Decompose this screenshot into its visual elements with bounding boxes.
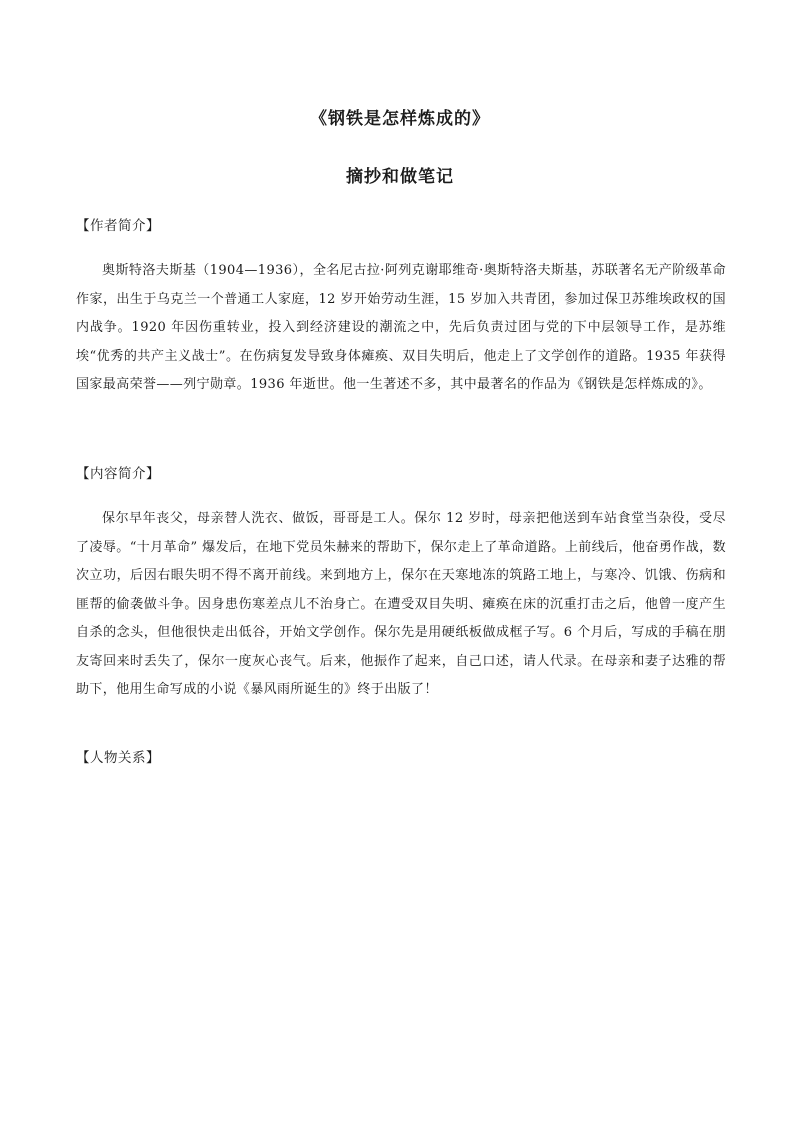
section-heading-characters: 【人物关系】 [76,750,160,766]
content-paragraph: 保尔早年丧父，母亲替人洗衣、做饭，哥哥是工人。保尔 12 岁时，母亲把他送到车站食堂当杂役，受尽了凌辱。“十月革命” 爆发后，在地下党员朱赫来的帮助下，保尔走上了革命道路。上前线后，他奋勇作战，数次立功，后因右眼失明不得不离开前线。来到地方上，保尔在天寒地冻的筑路工地上，与寒冷、饥饿、伤病和匪帮的偷袭做斗争。因身患伤寒差点儿不治身亡。在遭受双目失明、瘫痪在床的沉重打击之后，他曾一度产生自杀的念头，但他很快走出低谷，开始文学创作。保尔先是用硬纸板做成框子写。6 个月后，写成的手稿在朋友寄回来时丢失了，保尔一度灰心丧气。后来，他振作了起来，自己口述，请人代录。在母亲和妻子达雅的帮助下，他用生命写成的小说《暴风雨所诞生的》终于出版了！ [76,511,726,697]
author-paragraph: 奥斯特洛夫斯基（1904—1936），全名尼古拉·阿列克谢耶维奇·奥斯特洛夫斯基，苏联著名无产阶级革命作家，出生于乌克兰一个普通工人家庭，12 岁开始劳动生涯，15 岁加入共青团，参加过保卫苏维埃政权的国内战争。1920 年因伤重转业，投入到经济建设的潮流之中，先后负责过团与党的下中层领导工作，是苏维埃“优秀的共产主义战士”。在伤病复发导致身体瘫痪、双目失明后，他走上了文学创作的道路。1935 年获得国家最高荣誉——列宁勋章。1936 年逝世。他一生著述不多，其中最著名的作品为《钢铁是怎样炼成的》。 [76,263,726,392]
section-heading-author: 【作者简介】 [76,218,160,234]
document-subtitle: 摘抄和做笔记 [346,167,454,187]
section-heading-content: 【内容简介】 [76,466,160,482]
document-title: 《钢铁是怎样炼成的》 [310,109,490,129]
